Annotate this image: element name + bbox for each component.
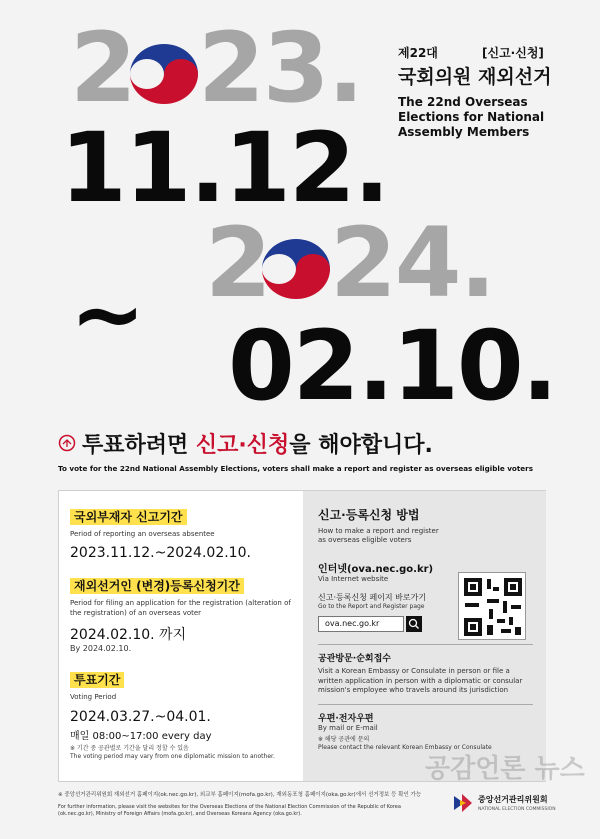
nec-logo-icon (452, 792, 474, 814)
date-end: 02.10. (228, 310, 557, 422)
taegeuk-symbol-2 (262, 229, 330, 309)
visit-body: Visit a Korean Embassy or Consulate in person or file a written application in person with a diplomatic or consular mission's employee who travels around its jurisdiction (318, 667, 523, 695)
section-register-title: 재외선거인 (변경)등록신청기간 (70, 578, 244, 594)
section-report-title: 국외부재자 신고기간 (70, 509, 187, 525)
left-column (70, 506, 295, 761)
search-field[interactable]: ova.nec.go.kr (318, 616, 404, 632)
search-icon (406, 616, 422, 632)
mail-title: 우편·전자우편 (318, 713, 374, 724)
web-title: 인터넷(ova.nec.go.kr) (318, 563, 434, 575)
watermark: 공감언론 뉴스 (425, 754, 585, 784)
section-vote-time: 매일 08:00~17:00 every day (70, 730, 212, 742)
divider (318, 644, 533, 645)
section-vote-title: 투표기간 (70, 672, 124, 688)
year-2024-suffix: 24. (330, 207, 495, 319)
mail-sub: By mail or E-mail (318, 723, 378, 732)
headline-sub: To vote for the 22nd National Assembly Elections, voters shall make a report and register as overseas eligible voters (58, 464, 533, 473)
method-sub: How to make a report and register as overseas eligible voters (318, 527, 439, 545)
year-2023-suffix: 23. (198, 12, 363, 124)
section-register-date: 2024.02.10. 까지 (70, 627, 187, 644)
headline-suffix: 을 해야합니다. (289, 433, 433, 458)
year-2024-prefix: 2 (205, 207, 270, 319)
section-register-sub: Period for filing an application for the registration (alteration of the registration) of an overseas voter (70, 599, 291, 617)
section-vote-note-en: The voting period may vary from one diplomatic mission to another. (70, 752, 275, 760)
tag-label: [신고·신청] (482, 46, 544, 60)
headline-emphasis: 신고·신청 (195, 433, 290, 458)
section-report-sub: Period of reporting an overseas absentee (70, 530, 215, 538)
method-title: 신고·등록신청 방법 (318, 508, 420, 522)
date-start: 11.12. (60, 112, 389, 224)
section-report-date: 2023.11.12.~2024.02.10. (70, 545, 251, 562)
web-go-kr: 신고·등록신청 페이지 바로가기 (318, 593, 427, 603)
divider-2 (318, 704, 533, 705)
title-kr: 국회의원 재외선거 (398, 66, 552, 88)
footer-en: For further information, please visit the websites for the Overseas Elections of the National Election Commission of the Republic of Korea (ok.nec.go.kr), Ministry of Foreign Affairs (mofa.go.kr), and Overseas Koreans Agency (oka.go.kr). (58, 804, 401, 817)
section-vote-sub: Voting Period (70, 693, 117, 702)
web-go-en: Go to the Report and Register page (318, 603, 425, 611)
section-vote-note-kr: ※ 기간 중 공관별로 기간을 달리 정할 수 있음 (70, 744, 189, 752)
edition-label: 제22대 (398, 46, 438, 60)
web-sub: Via Internet website (318, 574, 389, 583)
section-register-date-en: By 2024.02.10. (70, 644, 132, 654)
mail-note-en: Please contact the relevant Korean Embassy or Consulate (318, 744, 492, 752)
mail-note-kr: ※ 해당 공관에 문의 (318, 736, 370, 744)
taegeuk-symbol (130, 34, 198, 114)
section-vote-date: 2024.03.27.~04.01. (70, 708, 211, 725)
org-name-en: NATIONAL ELECTION COMMISSION (478, 807, 556, 812)
vote-stamp-icon (58, 434, 76, 452)
qr-code[interactable] (458, 572, 526, 640)
org-name-kr: 중앙선거관리위원회 (478, 795, 548, 804)
headline (82, 428, 433, 459)
headline-prefix: 투표하려면 (82, 433, 196, 458)
footer-kr: ※ 중앙선거관리위원회 재외선거 홈페이지(ok.nec.go.kr), 외교부 홈페이지(mofa.go.kr), 재외동포청 홈페이지(oka.go.kr)에서 선거정보 등 확인 가능 (58, 792, 422, 798)
title-en: The 22nd Overseas Elections for National Assembly Members (398, 95, 545, 139)
search-button[interactable] (406, 616, 422, 632)
year-2023-prefix: 2 (70, 12, 135, 124)
tilde: ~ (70, 262, 144, 367)
visit-title: 공관방문·순회접수 (318, 654, 391, 665)
